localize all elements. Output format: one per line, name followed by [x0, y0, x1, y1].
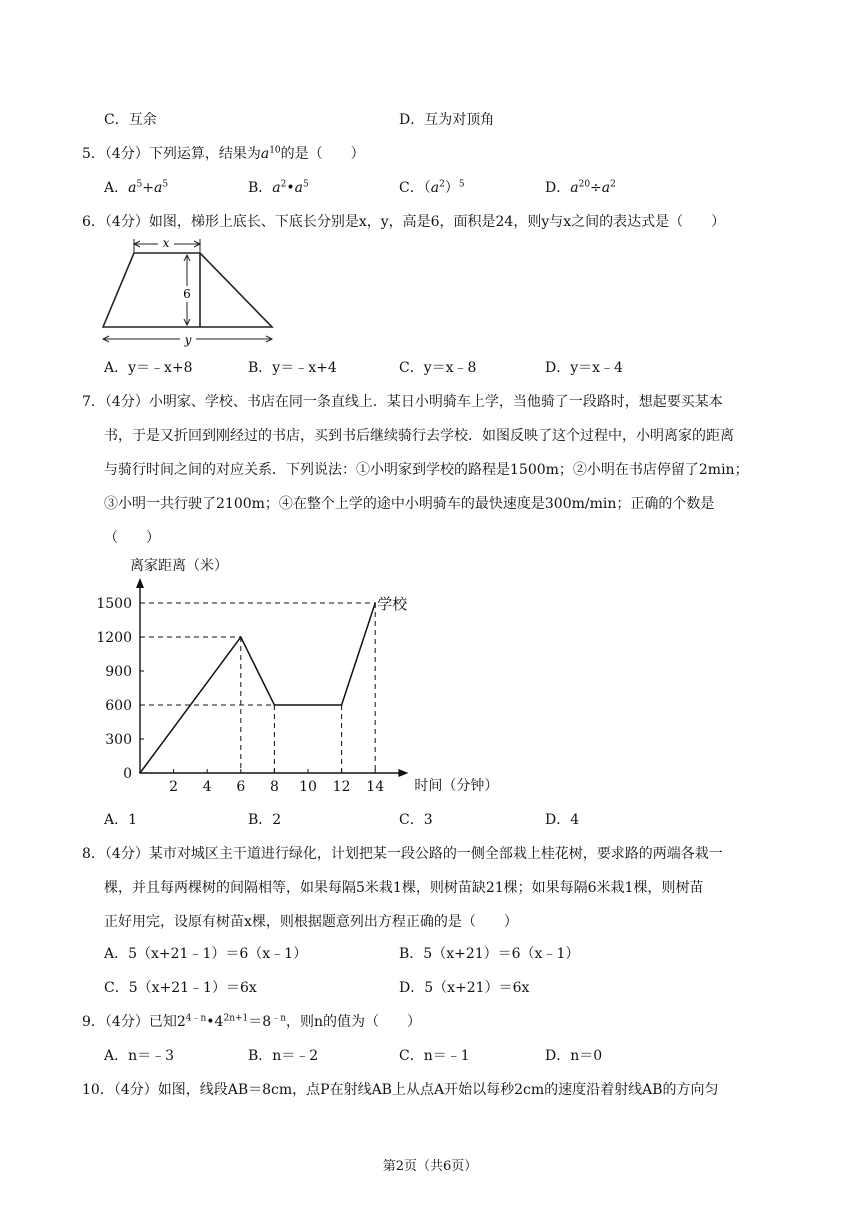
x-axis-arrow	[398, 769, 408, 777]
q4-option-c: C．互余	[104, 112, 157, 128]
distance-time-chart	[96, 552, 500, 802]
q6-option-a: A．y＝﹣x+8	[104, 360, 193, 376]
q8-stem-line-2: 棵，并且每两棵树的间隔相等，如果每隔5米栽1棵，则树苗缺21棵；如果每隔6米栽1棵，则树苗	[104, 880, 704, 896]
x-tick-label-4: 4	[202, 779, 212, 795]
q8-option-d: D．5（x+21）＝6x	[399, 980, 530, 996]
x-axis-title: 时间（分钟）	[414, 778, 499, 794]
q5-option-b: B．$a^2•a^5$	[248, 179, 309, 196]
q10-stem-line-1: 10．（4分）如图，线段AB＝8cm，点P在射线AB上从点A开始以每秒2cm的速度沿着射线AB的方向匀	[82, 1082, 719, 1098]
page-footer: 第2页（共6页）	[382, 1159, 478, 1174]
q9-option-a: A．n＝﹣3	[104, 1048, 175, 1064]
y-tick-label-1500: 1500	[96, 596, 132, 613]
data-point-8	[274, 704, 276, 706]
x-tick-label-8: 8	[269, 779, 279, 795]
y-axis-title: 离家距离（米）	[130, 558, 228, 574]
distance-series-line	[140, 603, 375, 773]
q7-option-c: C．3	[399, 812, 433, 828]
x-tick-label-2: 2	[169, 779, 179, 795]
q8-stem-line-1: 8．（4分）某市对城区主干道进行绿化，计划把某一段公路的一侧全部栽上桂花树，要求路的两端各栽一	[82, 846, 723, 862]
y-tick-label-0: 0	[123, 766, 132, 782]
x-tick-label-14: 14	[366, 779, 385, 795]
data-point-0	[139, 772, 141, 774]
q6-stem: 6．（4分）如图，梯形上底长、下底长分别是x，y，高是6，面积是24，则y与x之间的表达式是（ ）	[82, 214, 726, 230]
trapezoid-figure	[100, 236, 276, 348]
q7-option-b: B．2	[248, 812, 282, 828]
q5-stem: 5．（4分）下列运算，结果为$a^{10}$的是（ ）	[82, 145, 365, 162]
q7-stem-line-2: 书，于是又折回到刚经过的书店，买到书后继续骑行去学校．如图反映了这个过程中，小明离家的距离	[104, 428, 734, 444]
q6-option-d: D．y＝x﹣4	[545, 360, 623, 376]
q9-option-d: D．n＝0	[545, 1048, 603, 1064]
q8-option-c: C．5（x+21﹣1）＝6x	[104, 980, 257, 996]
q7-stem-line-4: ③小明一共行驶了2100m；④在整个上学的途中小明骑车的最快速度是300m/min；正确的个数是	[104, 496, 715, 512]
q7-option-d: D．4	[545, 812, 580, 828]
bottom-dimension-label: y	[184, 333, 192, 347]
q5-option-d: D．$a^{20}\div a^2$	[545, 179, 616, 196]
q7-option-a: A．1	[104, 812, 138, 828]
q8-option-b: B．5（x+21）＝6（x﹣1）	[399, 946, 580, 962]
y-tick-label-600: 600	[105, 698, 132, 715]
q6-option-c: C．y＝x﹣8	[399, 360, 477, 376]
q9-stem: 9．（4分）已知$2^{4﹣n}•4^{2n+1}=8^{﹣n}$，则n的值为（ ）	[82, 1013, 422, 1030]
q8-stem-line-3: 正好用完，设原有树苗x棵，则根据题意列出方程正确的是（ ）	[104, 914, 518, 930]
y-axis-arrow	[136, 578, 144, 588]
x-tick-label-6: 6	[236, 779, 246, 795]
y-tick-label-300: 300	[105, 732, 132, 749]
data-point-12	[341, 704, 343, 706]
data-point-14	[374, 602, 376, 604]
q7-stem-line-5: （ ）	[104, 530, 160, 546]
q8-option-a: A．5（x+21﹣1）＝6（x﹣1）	[104, 946, 308, 962]
x-tick-label-12: 12	[332, 779, 351, 795]
x-tick-label-10: 10	[299, 779, 317, 795]
q4-option-d: D．互为对顶角	[399, 112, 495, 128]
q5-option-c: C．$(a^2)^5$	[399, 179, 465, 196]
height-dimension-label: 6	[183, 287, 191, 301]
y-tick-label-900: 900	[105, 664, 132, 681]
data-point-6	[240, 636, 242, 638]
q7-stem-line-3: 与骑行时间之间的对应关系．下列说法：①小明家到学校的路程是1500m；②小明在书店停留了2min；	[104, 462, 749, 478]
annotation-school: 学校	[377, 595, 408, 614]
q7-stem-line-1: 7．（4分）小明家、学校、书店在同一条直线上．某日小明骑车上学，当他骑了一段路时，想起要买某本	[82, 394, 723, 410]
q6-option-b: B．y＝﹣x+4	[248, 360, 337, 376]
y-tick-label-1200: 1200	[96, 630, 132, 647]
top-dimension-label: x	[162, 236, 170, 250]
q9-option-b: B．n＝﹣2	[248, 1048, 319, 1064]
q5-option-a: A．$a^5+a^5$	[104, 179, 169, 196]
q9-option-c: C．n＝﹣1	[399, 1048, 470, 1064]
